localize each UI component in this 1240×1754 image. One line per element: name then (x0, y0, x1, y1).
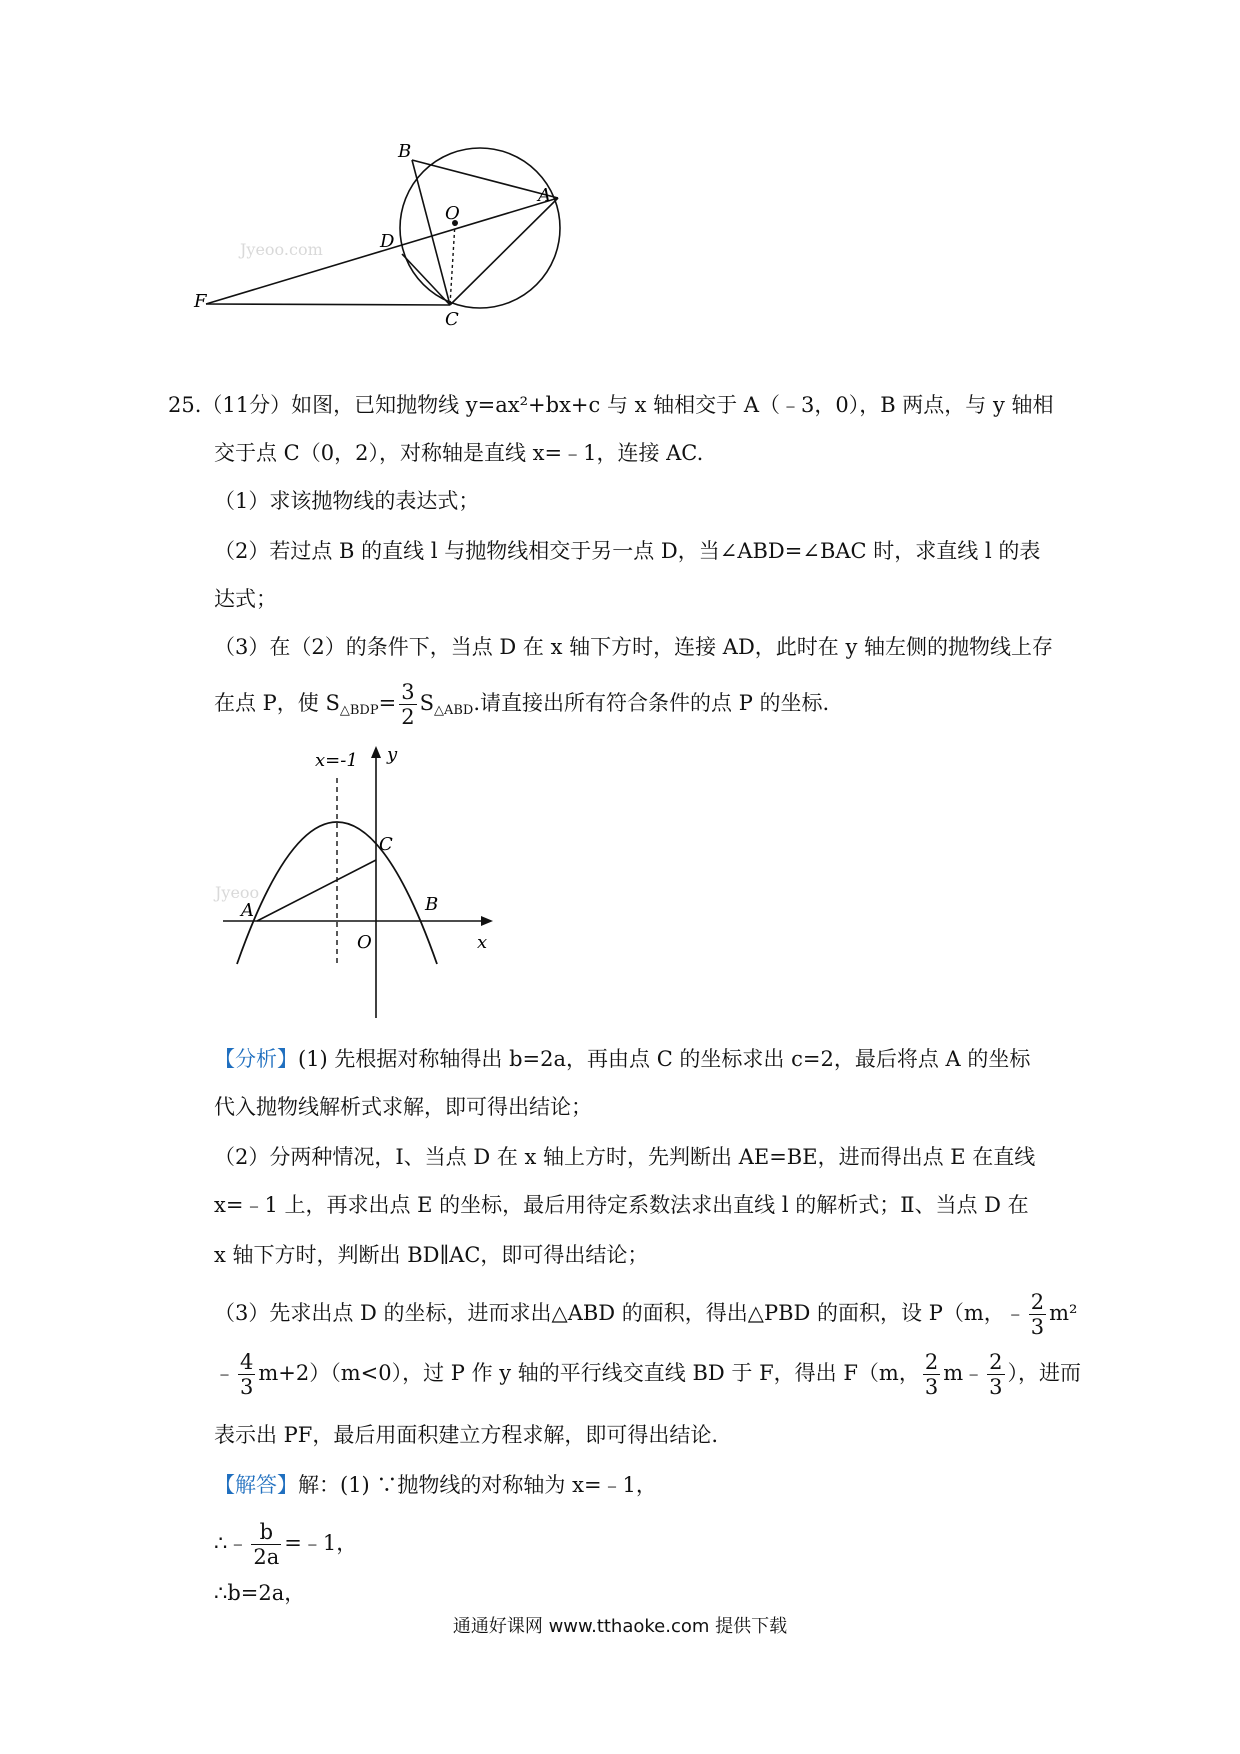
analysis-l7-frac3 (987, 1350, 1004, 1399)
parabola-figure (205, 738, 505, 1020)
y-axis-arrow (371, 746, 381, 758)
analysis-line7 (214, 1350, 1081, 1399)
q25-fraction (399, 680, 416, 729)
page-footer: 通通好课网 www.tthaoke.com 提供下载 (452, 1616, 788, 1637)
q25-part3a: （3）在（2）的条件下，当点 D 在 x 轴下方时，连接 AD，此时在 y 轴左侧的抛物线上存 (214, 635, 1053, 659)
analysis-l7-post: ），进而 (1007, 1361, 1082, 1385)
segment-fc (206, 304, 450, 305)
label-c: C (445, 309, 459, 330)
answer-line2 (214, 1520, 357, 1569)
analysis-line3: （2）分两种情况，Ⅰ、当点 D 在 x 轴上方时，先判断出 AE=BE，进而得出点 E 在直线 (214, 1145, 1036, 1169)
analysis-line6 (214, 1290, 1077, 1339)
analysis-l6-frac (1029, 1290, 1046, 1339)
q25-sub-abd: △ABD (433, 703, 474, 718)
analysis-line1 (214, 1044, 1030, 1074)
q25-part3b-pre: 在点 P，使 S (214, 691, 340, 715)
segment-oc-dotted (450, 223, 455, 305)
label-f: F (194, 291, 207, 312)
answer-l2-num: b (251, 1520, 281, 1545)
q25-part1: （1）求该抛物线的表达式； (214, 489, 480, 513)
label-o: O (445, 203, 460, 224)
q25-part3b-post: .请直接出所有符合条件的点 P 的坐标. (473, 691, 830, 715)
analysis-l6-pre: （3）先求出点 D 的坐标，进而求出△ABD 的面积，得出△PBD 的面积，设 P（m，﹣ (214, 1301, 1026, 1325)
analysis-l6-den: 3 (1030, 1315, 1045, 1339)
label-symmetry: x=-1 (315, 750, 358, 771)
analysis-l7-num3: 2 (989, 1350, 1003, 1374)
answer-l2-frac (251, 1520, 281, 1569)
figure1-watermark: Jyeoo.com (240, 240, 323, 259)
analysis-l7-mid2: m﹣ (943, 1361, 985, 1385)
q25-sub-bdp: △BDP (339, 703, 379, 718)
answer-tag: 【解答】 (214, 1473, 298, 1497)
answer-l2-post: =﹣1， (284, 1531, 358, 1555)
analysis-l7-mid: m+2）（m<0），过 P 作 y 轴的平行线交直线 BD 于 F，得出 F（m， (258, 1361, 920, 1385)
label-b-fig2: B (425, 894, 439, 915)
q25-frac-num: 3 (401, 680, 415, 704)
analysis-l7-den3: 3 (989, 1375, 1003, 1399)
answer-text1: 解：(1) ∵抛物线的对称轴为 x=﹣1， (298, 1473, 657, 1497)
q25-eq: = (378, 691, 397, 715)
figure2-watermark: Jyeoo (215, 883, 260, 902)
analysis-l7-den1: 3 (240, 1375, 254, 1399)
q25-line2: 交于点 C（0，2），对称轴是直线 x=﹣1，连接 AC. (214, 441, 704, 465)
q25-s2: S (419, 691, 434, 715)
analysis-l7-frac1 (238, 1350, 255, 1399)
label-b: B (398, 141, 412, 162)
q25-part3b (214, 680, 829, 729)
analysis-line4: x=﹣1 上，再求出点 E 的坐标，最后用待定系数法求出直线 l 的解析式；Ⅱ、当点 D 在 (214, 1193, 1029, 1217)
analysis-line8: 表示出 PF，最后用面积建立方程求解，即可得出结论. (214, 1423, 719, 1447)
analysis-l7-num2: 2 (924, 1350, 939, 1374)
answer-line3: ∴b=2a， (214, 1581, 306, 1605)
label-a: A (538, 185, 551, 206)
analysis-l7-pre: ﹣ (214, 1361, 235, 1385)
label-x: x (477, 932, 488, 953)
label-c-fig2: C (379, 834, 393, 855)
analysis-line5: x 轴下方时，判断出 BD∥AC，即可得出结论； (214, 1243, 649, 1267)
circle-figure (180, 135, 620, 375)
q25-part2b: 达式； (214, 587, 277, 611)
analysis-line2: 代入抛物线解析式求解，即可得出结论； (214, 1095, 592, 1119)
label-y: y (387, 744, 398, 765)
q25-part2a: （2）若过点 B 的直线 l 与抛物线相交于另一点 D，当∠ABD=∠BAC 时，求直线 l 的表 (214, 539, 1041, 563)
analysis-tag: 【分析】 (214, 1047, 298, 1071)
label-d: D (380, 231, 395, 252)
answer-l2-den: 2a (253, 1545, 280, 1569)
analysis-l6-num: 2 (1030, 1290, 1045, 1314)
label-o-fig2: O (357, 932, 372, 953)
analysis-l7-num1: 4 (240, 1350, 254, 1374)
answer-l2-pre: ∴﹣ (214, 1531, 249, 1555)
segment-ba (412, 160, 558, 198)
analysis-l7-frac2 (923, 1350, 940, 1399)
x-axis-arrow (481, 916, 493, 926)
q25-line1: 25.（11分）如图，已知抛物线 y=ax²+bx+c 与 x 轴相交于 A（﹣3，0），B 两点，与 y 轴相 (168, 393, 1054, 417)
answer-line1 (214, 1470, 657, 1500)
segment-ac-fig2 (257, 860, 376, 921)
analysis-l7-den2: 3 (924, 1375, 939, 1399)
circle-o (400, 148, 560, 308)
analysis-text1: (1) 先根据对称轴得出 b=2a，再由点 C 的坐标求出 c=2，最后将点 A 的坐标 (298, 1047, 1031, 1071)
analysis-l6-post: m² (1049, 1301, 1078, 1325)
q25-frac-den: 2 (401, 705, 415, 729)
label-a-fig2: A (241, 900, 254, 921)
